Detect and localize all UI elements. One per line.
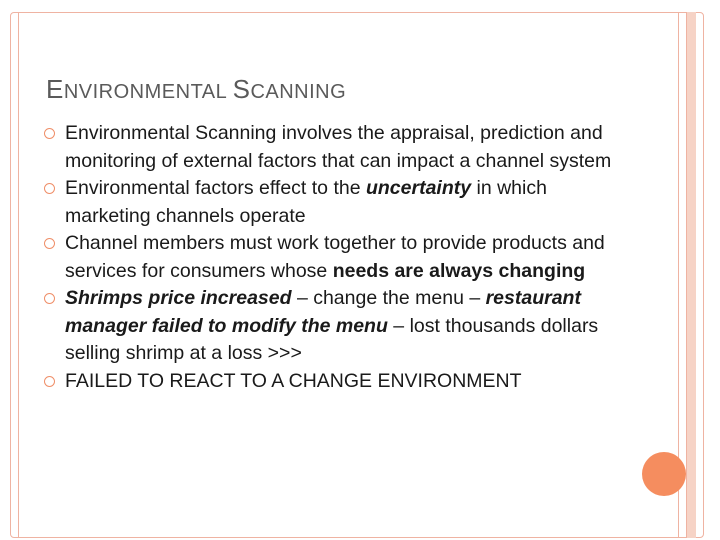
accent-circle-icon xyxy=(642,452,686,496)
bullet-item: Environmental factors effect to the uncertainty in which marketing channels operate xyxy=(44,175,624,230)
bullet-list xyxy=(44,120,624,395)
bullet-item: Shrimps price increased – change the menu – restaurant manager failed to modify the menu – lost thousands dollars selling shrimp at a loss >>> xyxy=(44,285,624,368)
side-band xyxy=(686,12,696,538)
bullet-circle-icon xyxy=(44,376,55,387)
bullet-circle-icon xyxy=(44,238,55,249)
bullet-item: Channel members must work together to provide products and services for consumers whose needs are always changing xyxy=(44,230,624,285)
bullet-circle-icon xyxy=(44,183,55,194)
bullet-circle-icon xyxy=(44,128,55,139)
bullet-item: FAILED TO REACT TO A CHANGE ENVIRONMENT xyxy=(44,368,624,396)
bullet-item: Environmental Scanning involves the appraisal, prediction and monitoring of external factors that can impact a channel system xyxy=(44,120,624,175)
slide-title: ENVIRONMENTAL SCANNING xyxy=(46,74,347,104)
bullet-circle-icon xyxy=(44,293,55,304)
